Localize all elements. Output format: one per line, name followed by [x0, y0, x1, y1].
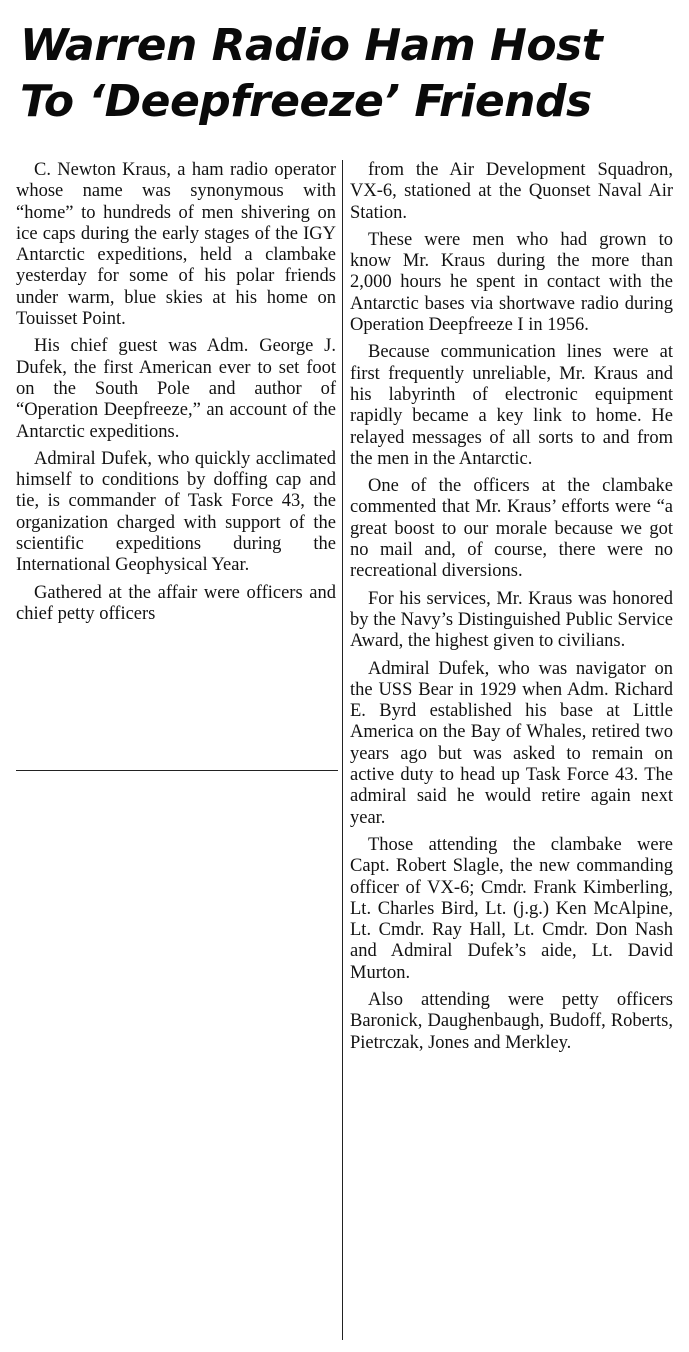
paragraph: from the Air Development Squadron, VX-6, stationed at the Quonset Naval Air Station. — [350, 160, 673, 223]
paragraph: Because communication lines were at first frequently unreliable, Mr. Kraus and his labyrinth of electronic equipment rapidly became a key link to home. He relayed messages of all sorts to and from the men in the Antarctic. — [350, 342, 673, 469]
paragraph: Those attending the clambake were Capt. Robert Slagle, the new commanding officer of VX-6; Cmdr. Frank Kimberling, Lt. Charles Bird, Lt. (j.g.) Ken McAlpine, Lt. Cmdr. Ray Hall, Lt. Cmdr. Don Nash and Admiral Dufek’s aide, Lt. David Murton. — [350, 834, 673, 983]
article-column-left — [16, 160, 336, 631]
headline-line-2: To ‘Deepfreeze’ Friends — [20, 76, 592, 127]
column-end-rule — [16, 770, 338, 771]
paragraph: One of the officers at the clambake commented that Mr. Kraus’ efforts were “a great boost to our morale because we got no mail and, of course, there were no recreational diversions. — [350, 476, 673, 582]
paragraph: For his services, Mr. Kraus was honored by the Navy’s Distinguished Public Service Award, the highest given to civilians. — [350, 588, 673, 652]
paragraph: Also attending were petty officers Baronick, Daughenbaugh, Budoff, Roberts, Pietrczak, Jones and Merkley. — [350, 989, 673, 1053]
paragraph: His chief guest was Adm. George J. Dufek, the first American ever to set foot on the South Pole and author of “Operation Deepfreeze,” an account of the Antarctic expeditions. — [16, 336, 336, 442]
paragraph: Gathered at the affair were officers and chief petty officers — [16, 582, 336, 624]
paragraph: Admiral Dufek, who was navigator on the USS Bear in 1929 when Adm. Richard E. Byrd established his base at Little America on the Bay of Whales, retired two years ago but was asked to remain on active duty to head up Task Force 43. The admiral said he would retire again next year. — [350, 658, 673, 828]
article-column-right — [350, 160, 673, 1060]
column-divider — [342, 160, 343, 1340]
paragraph: Admiral Dufek, who quickly acclimated himself to conditions by doffing cap and tie, is commander of Task Force 43, the organization charged with support of the scientific expeditions during the International Geophysical Year. — [16, 448, 336, 576]
paragraph: C. Newton Kraus, a ham radio operator whose name was synonymous with “home” to hundreds of men shivering on ice caps during the early stages of the IGY Antarctic expeditions, held a clambake yesterday for some of his polar friends under warm, blue skies at his home on Touisset Point. — [16, 160, 336, 330]
headline — [20, 18, 680, 130]
headline-line-1: Warren Radio Ham Host — [20, 20, 603, 71]
paragraph: These were men who had grown to know Mr. Kraus during the more than 2,000 hours he spent in contact with the Antarctic bases via shortwave radio during Operation Deepfreeze I in 1956. — [350, 229, 673, 336]
